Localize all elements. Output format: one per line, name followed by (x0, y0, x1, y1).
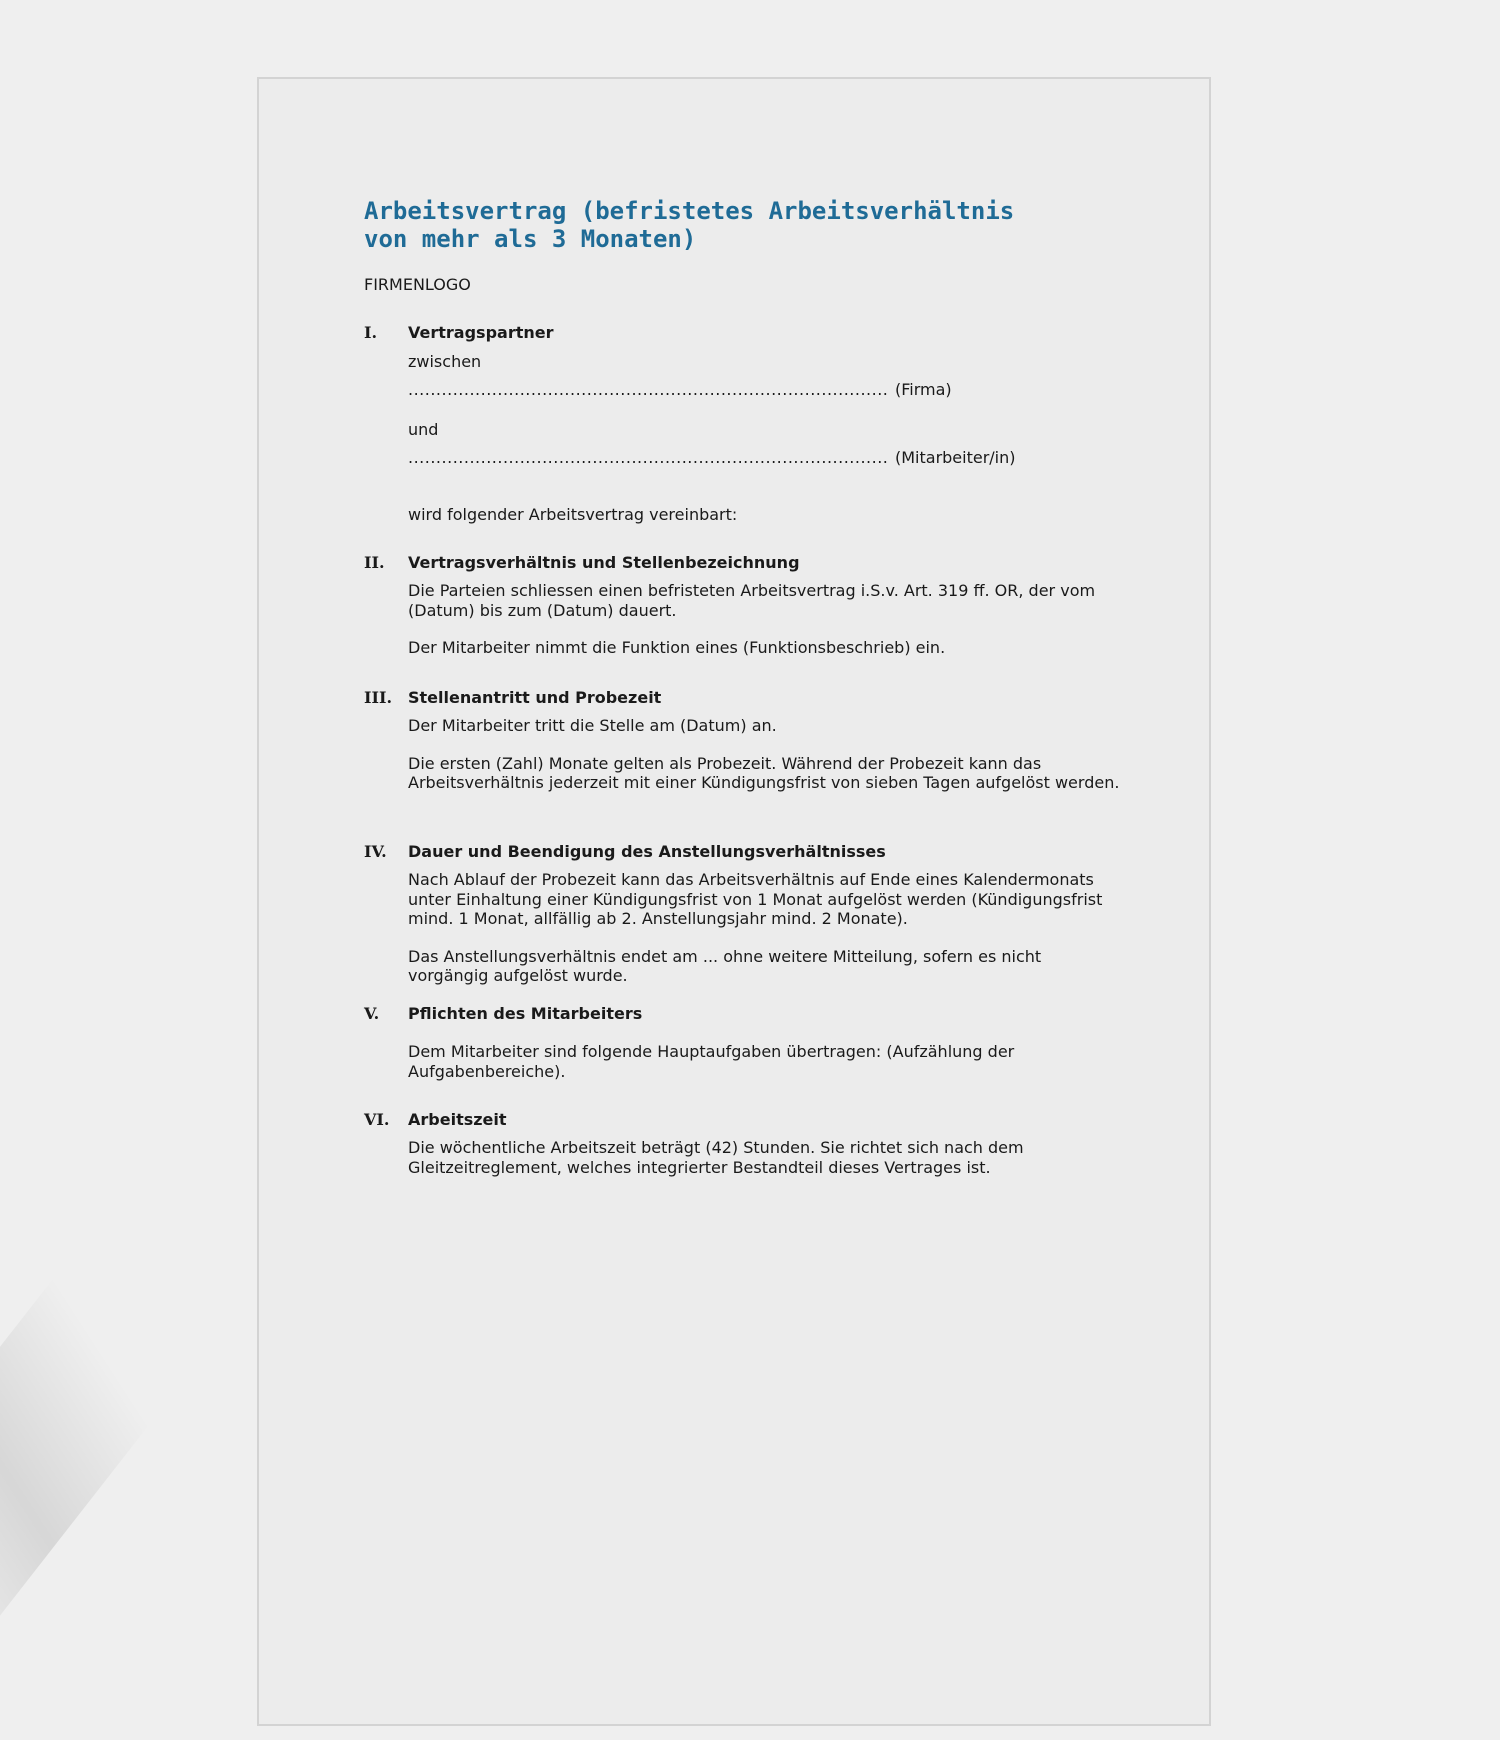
section-working-hours (364, 1110, 1124, 1177)
paragraph: Die Parteien schliessen einen befristeten Arbeitsvertrag i.S.v. Art. 319 ff. OR, der vom (Datum) bis zum (Datum) dauert. (408, 581, 1096, 620)
section-number: V. (364, 1004, 380, 1023)
company-logo-placeholder: FIRMENLOGO (364, 275, 471, 294)
section-start-probation (364, 688, 1124, 793)
paragraph: Der Mitarbeiter tritt die Stelle am (Datum) an. (408, 716, 777, 735)
section-heading (364, 1004, 1124, 1024)
section-number: IV. (364, 842, 387, 861)
title-line-1: Arbeitsvertrag (befristetes Arbeitsverhältnis (364, 197, 1015, 225)
section-contract-relationship (364, 553, 1124, 658)
paragraph: Der Mitarbeiter nimmt die Funktion eines (Funktionsbeschrieb) ein. (408, 638, 946, 657)
paragraph: Die wöchentliche Arbeitszeit beträgt (42) Stunden. Sie richtet sich nach dem Gleitzeitreglement, welches integrierter Bestandteil dieses Vertrages ist. (408, 1138, 1024, 1177)
section-number: II. (364, 553, 385, 572)
document-title (364, 197, 1064, 253)
paragraph: Die ersten (Zahl) Monate gelten als Probezeit. Während der Probezeit kann das Arbeitsverhältnis jederzeit mit einer Kündigungsfrist von sieben Tagen aufgelöst werden. (408, 753, 1120, 792)
section-number: VI. (364, 1110, 390, 1129)
section-heading (364, 688, 1124, 708)
section-heading (364, 553, 1124, 573)
agreement-text: wird folgender Arbeitsvertrag vereinbart: (408, 505, 738, 524)
firma-label: (Firma) (895, 379, 952, 399)
section-number: III. (364, 688, 393, 707)
paragraph: Dem Mitarbeiter sind folgende Hauptaufgaben übertragen: (Aufzählung der Aufgabenbereiche). (408, 1042, 1015, 1081)
section-heading (364, 323, 1124, 343)
section-employee-duties (364, 1004, 1124, 1081)
page-shadow (0, 1270, 270, 1740)
section-title: Vertragspartner (408, 323, 554, 342)
and-text: und (408, 420, 439, 439)
paragraph: Nach Ablauf der Probezeit kann das Arbeitsverhältnis auf Ende eines Kalendermonats unter Einhaltung einer Kündigungsfrist von 1 Monat aufgelöst werden (Kündigungsfrist mind. 1 Monat, allfällig ab 2. Anstellungsjahr mind. 2 Monate). (408, 870, 1103, 928)
section-contract-parties (364, 323, 1124, 525)
paragraph: Das Anstellungsverhältnis endet am ... ohne weitere Mitteilung, sofern es nicht vorgängig aufgelöst wurde. (408, 946, 1042, 985)
employee-label: (Mitarbeiter/in) (895, 447, 1016, 467)
firma-dots: ...................................................................................... (408, 379, 889, 399)
section-title: Dauer und Beendigung des Anstellungsverhältnisses (408, 842, 886, 861)
section-title: Stellenantritt und Probezeit (408, 688, 662, 707)
firma-fill-line (408, 380, 1124, 400)
employee-fill-line (408, 448, 1124, 468)
section-title: Arbeitszeit (408, 1110, 507, 1129)
title-line-2: von mehr als 3 Monaten) (364, 225, 697, 253)
section-duration-termination (364, 842, 1124, 986)
section-number: I. (364, 323, 378, 342)
section-heading (364, 1110, 1124, 1130)
document-page (257, 77, 1211, 1726)
employee-dots: ...................................................................................... (408, 447, 889, 467)
section-title: Vertragsverhältnis und Stellenbezeichnung (408, 553, 800, 572)
section-heading (364, 842, 1124, 862)
section-title: Pflichten des Mitarbeiters (408, 1004, 643, 1023)
between-text: zwischen (408, 352, 482, 371)
